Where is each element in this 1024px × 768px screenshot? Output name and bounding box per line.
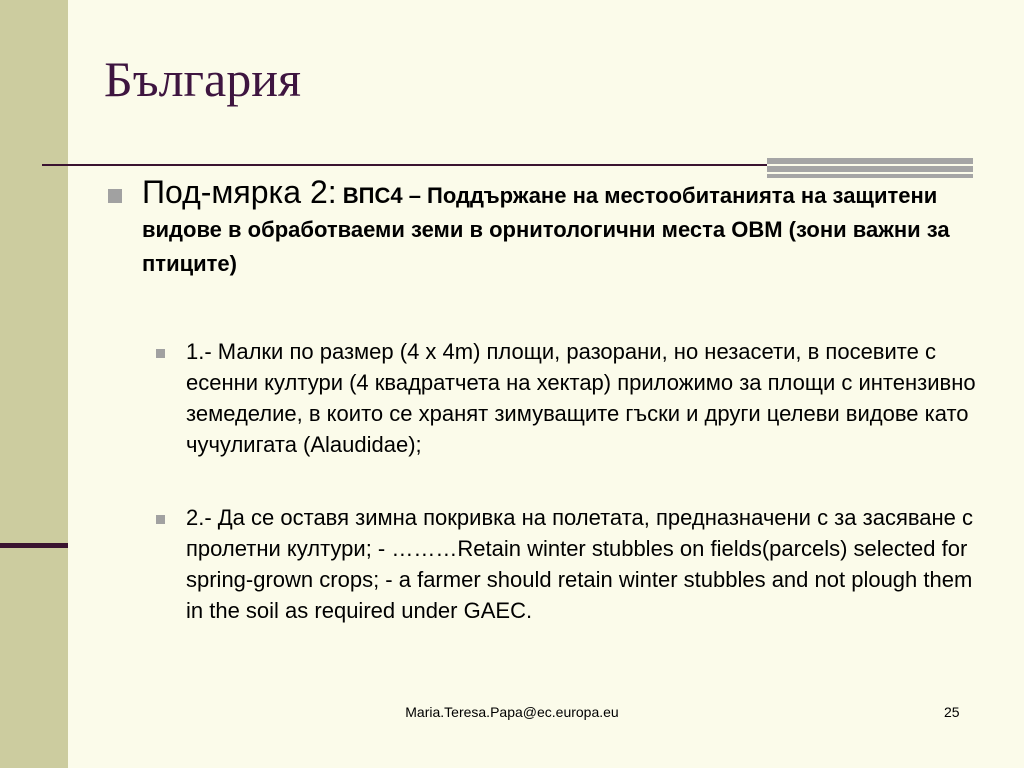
main-bullet-text — [142, 175, 992, 281]
main-bullet-rest: – Поддържане на местообитанията на защитени видове в обработваеми земи в орнитологични места ОВМ (зони важни за птиците) — [142, 183, 950, 276]
bullet-square-icon — [108, 189, 122, 203]
slide-title: България — [104, 51, 301, 107]
main-bullet-code: ВПС4 — [342, 183, 403, 208]
main-bullet-lead: Под-мярка 2: — [142, 174, 337, 210]
sub-bullet-square-icon — [156, 515, 165, 524]
sub-bullet-1: 1.- Малки по размер (4 x 4m) площи, разорани, но незасети, в посевите с есенни култури (4 квадратчета на хектар) приложимо за площи с интензивно земеделие, в които се хранят зимуващите гъски и други целеви видове като чучулигата (Alaudidae); — [186, 339, 976, 457]
left-decor-bar — [0, 0, 68, 768]
footer-email: Maria.Teresa.Papa@ec.europa.eu — [405, 704, 619, 720]
page-number: 25 — [944, 704, 960, 720]
sub-bullet-2: 2.- Да се оставя зимна покривка на полетата, предназначени с за засяване с пролетни култури; - ………Retain winter stubbles on fields(parcels) selected for spring-grown crops; - a farmer should retain winter stubbles and not plough them in the soil as required under GAEC. — [186, 505, 974, 623]
left-decor-line — [0, 543, 68, 548]
sub-bullet-square-icon — [156, 349, 165, 358]
